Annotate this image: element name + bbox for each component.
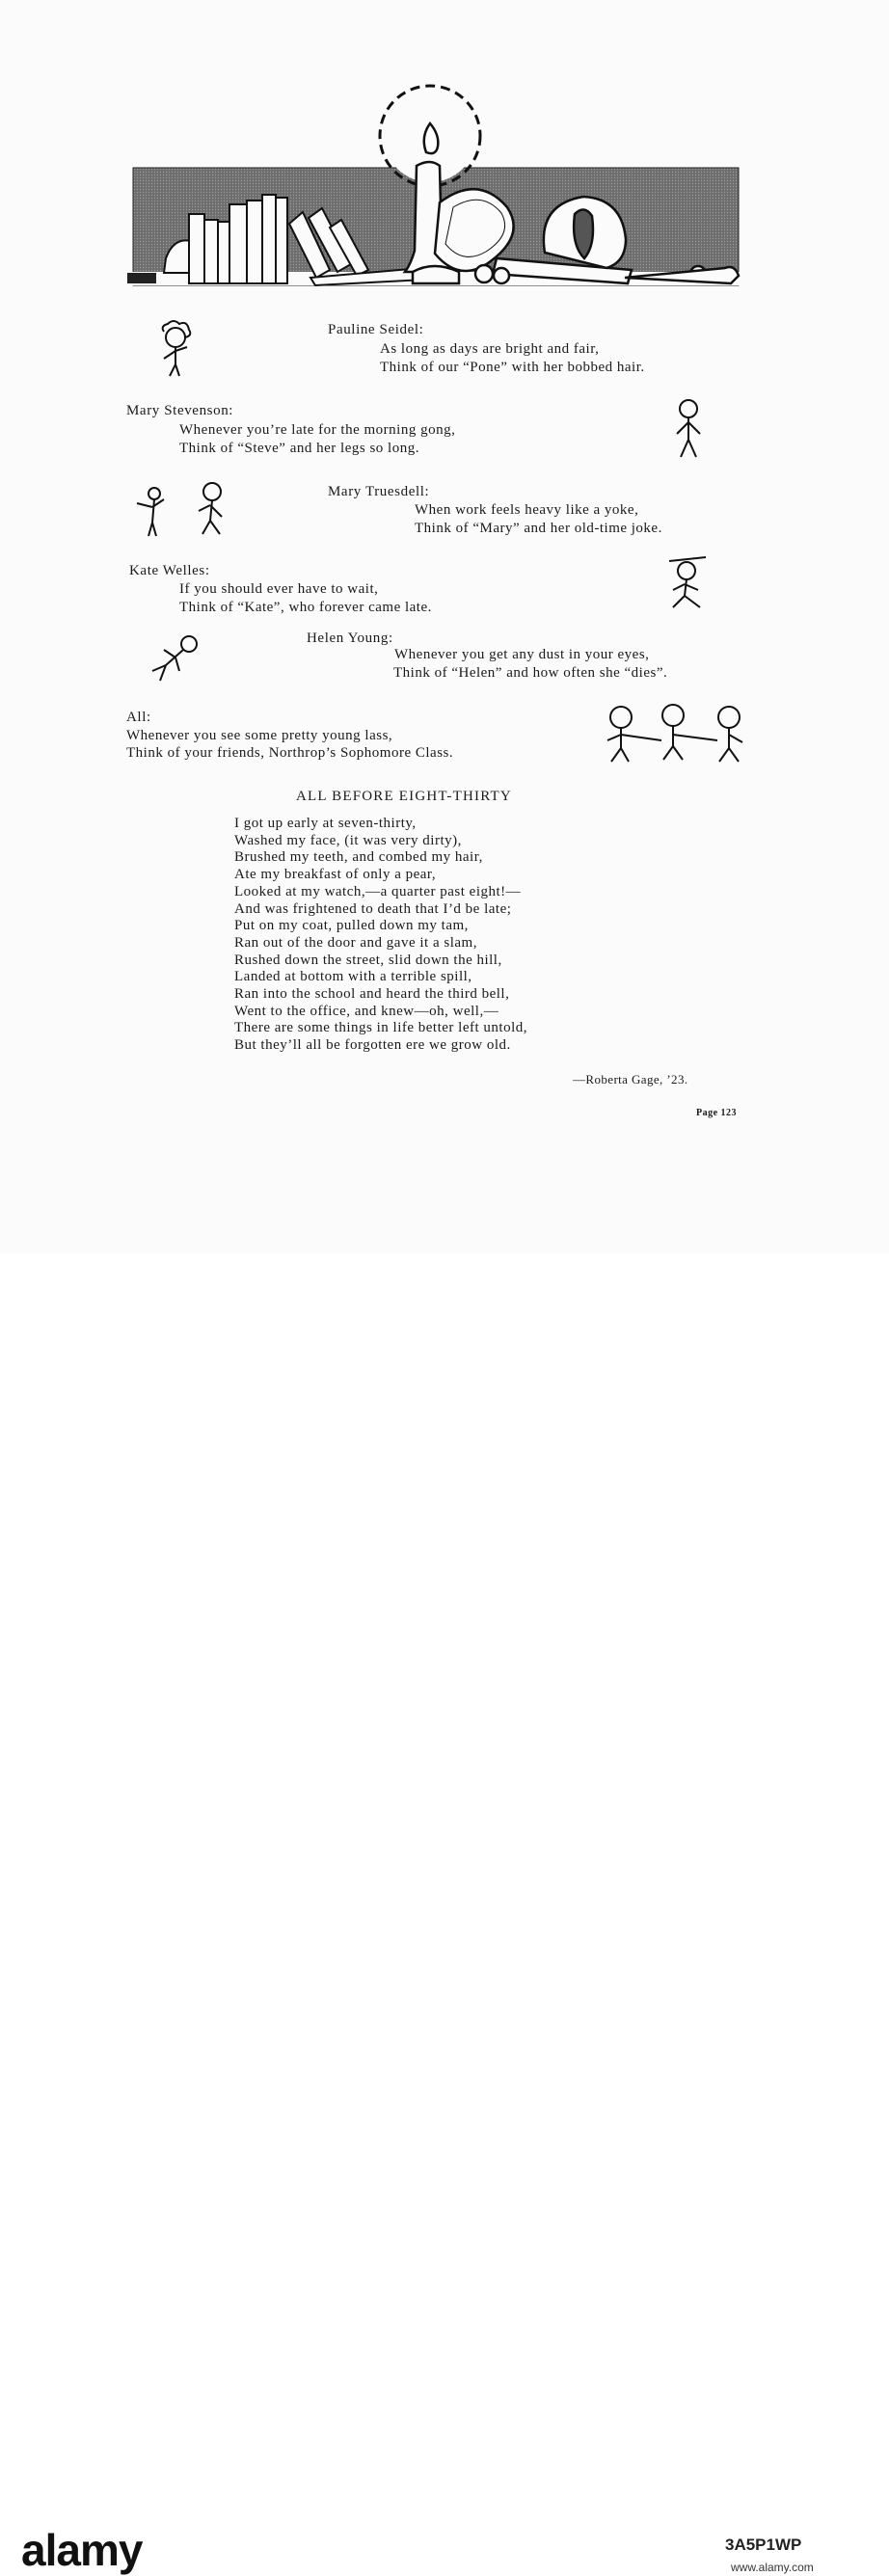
- poem-credit: —Roberta Gage, ’23.: [573, 1072, 688, 1087]
- poem-line: Brushed my teeth, and combed my hair,: [234, 849, 483, 866]
- stock-id: 3A5P1WP: [725, 2536, 802, 2554]
- poem-body: [234, 816, 527, 1055]
- yearbook-page: [0, 0, 889, 1253]
- alamy-logo: alamy: [21, 2525, 143, 2575]
- poem-line: Went to the office, and knew—oh, well,—: [234, 1003, 499, 1019]
- poem-line: I got up early at seven-thirty,: [234, 816, 417, 831]
- stanza-line: Whenever you get any dust in your eyes,: [394, 647, 650, 662]
- poem-line: But they’ll all be forgotten ere we grow old.: [234, 1037, 511, 1054]
- all-figures-icon: [598, 702, 752, 769]
- stanza-line: Think of our “Pone” with her bobbed hair.: [380, 360, 645, 375]
- stanza-line: Think of “Steve” and her legs so long.: [179, 441, 419, 456]
- mary-figures-icon: [131, 478, 237, 546]
- stanza-line: Think of “Kate”, who forever came late.: [179, 600, 432, 615]
- stanza-line: If you should ever have to wait,: [179, 581, 379, 597]
- helen-figure-icon: [145, 632, 212, 690]
- stanza-line: When work feels heavy like a yoke,: [415, 502, 639, 518]
- header-illustration: [0, 0, 889, 299]
- page-number: Page 123: [696, 1108, 738, 1118]
- stanza-name-truesdell: Mary Truesdell:: [328, 484, 430, 499]
- stanza-name-pauline: Pauline Seidel:: [328, 322, 424, 337]
- kate-figure-icon: [663, 553, 721, 621]
- stanza-line: Whenever you’re late for the morning gong,: [179, 422, 456, 438]
- steve-figure-icon: [671, 397, 719, 465]
- stanza-name-all: All:: [126, 710, 151, 725]
- stanza-line: Whenever you see some pretty young lass,: [126, 728, 393, 743]
- poem-line: Ran into the school and heard the third bell,: [234, 986, 510, 1003]
- stanza-name-welles: Kate Welles:: [129, 563, 210, 578]
- poem-line: Looked at my watch,—a quarter past eight!—: [234, 883, 522, 899]
- stanza-name-stevenson: Mary Stevenson:: [126, 403, 234, 418]
- poem-line: There are some things in life better left untold,: [234, 1020, 527, 1036]
- pauline-figure-icon: [154, 322, 212, 389]
- poem-line: Ran out of the door and gave it a slam,: [234, 934, 477, 951]
- poem-title: ALL BEFORE EIGHT-THIRTY: [296, 789, 512, 804]
- poem-line: Landed at bottom with a terrible spill,: [234, 969, 472, 985]
- poem-line: Rushed down the street, slid down the hill,: [234, 952, 502, 968]
- poem-line: Ate my breakfast of only a pear,: [234, 867, 437, 883]
- poem-line: And was frightened to death that I’d be late;: [234, 900, 512, 917]
- watermark-strip: [0, 1253, 889, 2575]
- stanza-line: Think of “Helen” and how often she “dies”.: [393, 665, 668, 681]
- poem-line: Washed my face, (it was very dirty),: [234, 832, 462, 848]
- poem-line: Put on my coat, pulled down my tam,: [234, 918, 469, 934]
- stanza-line: Think of your friends, Northrop’s Sophomore Class.: [126, 745, 454, 761]
- stanza-line: Think of “Mary” and her old-time joke.: [415, 521, 662, 536]
- stanza-name-young: Helen Young:: [307, 631, 393, 646]
- stanza-line: As long as days are bright and fair,: [380, 341, 600, 357]
- stock-site: www.alamy.com: [731, 2561, 814, 2574]
